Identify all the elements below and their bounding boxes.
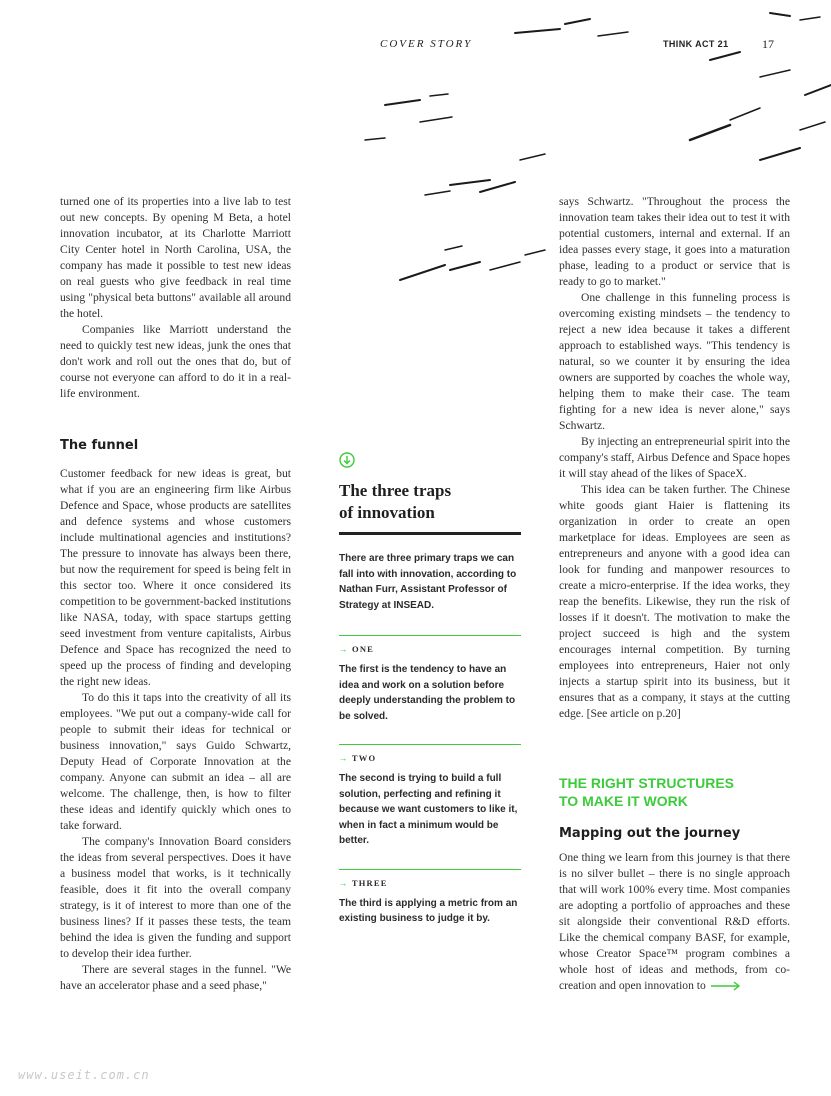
circle-chevron-down-icon (339, 452, 355, 468)
trap-divider (339, 744, 521, 745)
body-paragraph: Companies like Marriott understand the need to quickly test new ideas, junk the ones that don't work and roll out the ones that do, but of course not everyone can afford to do it in a real-life environment. (60, 323, 291, 400)
arrow-right-icon: → (339, 753, 352, 763)
body-paragraph: The company's Innovation Board considers the ideas from several perspectives. Does it have a business model that works, is it technically feasible, does it fit into the overall company strategy, is it of interest to more than one of the business lines? If it passes these tests, the team behind the idea is given the funding and support to develop their idea further. (60, 835, 291, 960)
traps-sidebar (339, 452, 521, 927)
body-paragraph: Customer feedback for new ideas is great, but what if you are an engineering firm like Airbus Defence and Space, whose products are satellites and defence systems and whose customers include multinational agencies and institutions? The pressure to innovate has always been there, but now the requirement for speed is being felt in this sector too. Where it once considered its competition to be government-backed institutions like NASA, today, with space startups getting seed investment from venture capitalists, Airbus Defence and Space has recognized the need to speed up the process of finding and developing the right new ideas. (60, 467, 291, 688)
sidebar-title (339, 480, 521, 524)
trap-label (339, 878, 521, 888)
sidebar-title-line: The three traps (339, 481, 452, 500)
journey-section (559, 826, 790, 842)
body-paragraph: By injecting an entrepreneurial spirit into the company's staff, Airbus Defence and Space hopes it will stay ahead of the likes of SpaceX. (559, 435, 790, 480)
body-paragraph (559, 850, 790, 994)
trap-text: The third is applying a metric from an existing business to judge it by. (339, 897, 518, 924)
section-heading-line: TO MAKE IT WORK (559, 793, 688, 809)
sidebar-title-line: of innovation (339, 503, 435, 522)
trap-label (339, 753, 521, 763)
trap-text: The first is the tendency to have an idea and work on a solution before deeply understanding the problem to be solved. (339, 664, 516, 722)
right-column (559, 194, 790, 722)
section-heading (559, 774, 790, 810)
body-text: One thing we learn from this journey is that there is no silver bullet – there is no single approach that will work 100% every time. Most companies are adopting a portfolio of approaches and these sit alongside their conventional R&D efforts. Like the chemical company BASF, for example, whose Creator Space™ program combines a whole host of ideas and methods, from co-creation and open innovation to (559, 851, 790, 992)
trap-divider (339, 869, 521, 870)
trap-divider (339, 635, 521, 636)
body-paragraph: says Schwartz. "Throughout the process the innovation team takes their idea out to test it with potential customers, internal and external. If an idea passes every stage, it goes into a maturation phase, leading to a product or service that is ready to go to market." (559, 195, 790, 288)
right-column-lower (559, 850, 790, 994)
watermark: www.useit.com.cn (18, 1068, 150, 1082)
trap-label-text: ONE (352, 644, 375, 654)
structures-section (559, 774, 790, 810)
sidebar-rule (339, 532, 521, 535)
trap-item (339, 744, 521, 849)
left-column (60, 194, 291, 402)
arrow-right-icon (710, 981, 742, 991)
body-paragraph: To do this it taps into the creativity of all its employees. "We put out a company-wide call for people to submit their ideas for technical or business innovation," says Guido Schwartz, Deputy Head of Corporate Innovation at the company. Anyone can submit an idea – all are welcome. The challenge, then, is how to filter these ideas and identify quickly which ones to take forward. (60, 691, 291, 832)
body-paragraph: One challenge in this funneling process is overcoming existing mindsets – the tendency to reject a new idea because it takes a different approach to established ways. "This tendency is natural, so we counter it by ensuring the idea owners are supported by coaches the whole way, helping them to make their case. The team fighting for a new idea is never alone," says Schwartz. (559, 291, 790, 432)
arrow-right-icon: → (339, 644, 353, 654)
body-paragraph: There are several stages in the funnel. "We have an accelerator phase and a seed phase," (60, 963, 291, 992)
page-number: 17 (762, 37, 774, 51)
section-subhead: Mapping out the journey (559, 826, 741, 841)
trap-label (339, 644, 521, 654)
publication-label: THINK ACT 21 (663, 39, 729, 49)
section-label: COVER STORY (380, 38, 473, 50)
body-paragraph: turned one of its properties into a live lab to test out new concepts. By opening M Beta, a hotel innovation incubator, at its Charlotte Marriott City Center hotel in North Carolina, USA, the company has made it possible to test new ideas on real guests who give feedback in real time using "physical beta buttons" available all around the hotel. (60, 195, 291, 320)
body-paragraph: This idea can be taken further. The Chinese white goods giant Haier is flattening its organization in order to create an open marketplace for ideas. Employees are seen as entrepreneurs and anyone with a good idea can look for funding and manpower resources to create a micro-enterprise. If the idea works, they reap the benefits. Likewise, they run the risk of losses if it doesn't. The motivation to make the project succeed is high and the system encourages internal competition. By turning employees into entrepreneurs, Haier not only injects a startup spirit into its business, but it ensures that as a company, it stays at the cutting edge. [See article on p.20] (559, 483, 790, 720)
sidebar-intro: There are three primary traps we can fall into with innovation, according to Nathan Furr, Assistant Professor of Strategy at INSEAD. (339, 553, 517, 611)
arrow-right-icon: → (339, 877, 352, 888)
funnel-section (60, 438, 291, 454)
trap-item (339, 635, 521, 724)
left-column-lower (60, 466, 291, 994)
trap-text: The second is trying to build a full solution, perfecting and refining it because we want customers to like it, when in fact a minimum would be better. (339, 773, 518, 846)
trap-item (339, 869, 521, 927)
section-heading-line: THE RIGHT STRUCTURES (559, 775, 734, 791)
trap-label-text: TWO (351, 753, 377, 763)
trap-label-text: THREE (351, 877, 388, 888)
section-subhead: The funnel (60, 438, 139, 453)
